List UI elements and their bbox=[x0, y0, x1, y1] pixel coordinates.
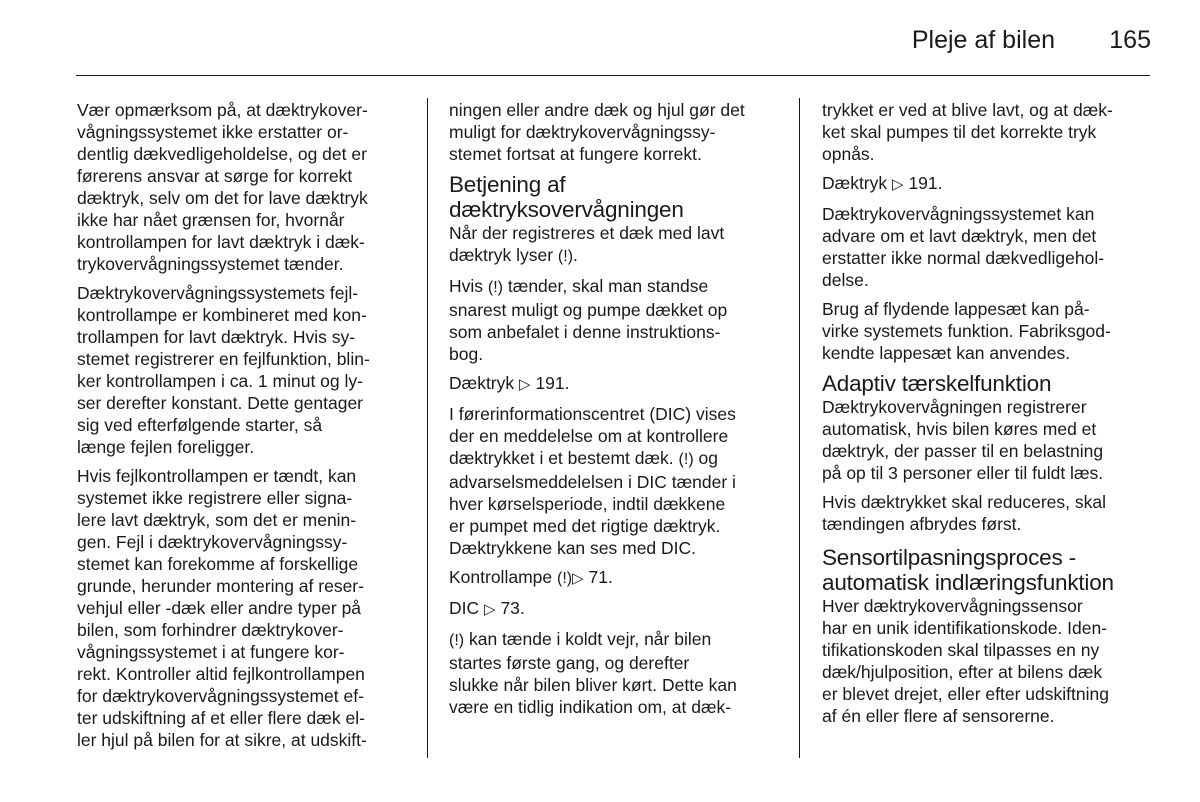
header-divider bbox=[76, 75, 1150, 76]
paragraph: Hvis fejlkontrollampen er tændt, kan systemet ikke registrere eller signa- lere lavt dæktryk, som det er menin- gen. Fejl i dæktrykovervågningssy- stemet kan forekomme af forskellige grunde, herunder montering af reser- vehjul eller -dæk eller andre typer på bilen, som forhindrer dæktrykover- vågningssystemet i at fungere kor- rekt. Kontroller altid fejlkontrollampen for dæktrykovervågningssystemet ef- ter udskiftning af et eller flere dæk el- ler hjul på bilen for at sikre, at udskift- bbox=[77, 466, 367, 750]
page-header-title: Pleje af bilen bbox=[911, 26, 1055, 54]
paragraph: Dæktrykovervågningssystemets fejl- kontrollampe er kombineret med kon- trollampen for lavt dæktryk. Hvis sy- stemet registrerer en fejlfunktion, blin- ker kontrollampen i ca. 1 minut og ly- ser derefter konstant. Dette gentager sig ved efterfølgende starter, så længe fejlen foreligger. bbox=[77, 283, 370, 457]
paragraph: Dæktrykovervågningssystemet kan advare om et lavt dæktryk, men det erstatter ikke normal dækvedligehol- delse. bbox=[822, 204, 1105, 290]
cross-reference: Dæktryk ▷ 191. bbox=[449, 372, 789, 396]
tire-pressure-warning-icon: (!) bbox=[449, 632, 465, 649]
column-1 bbox=[77, 99, 417, 758]
paragraph: Hvis dæktrykket skal reduceres, skal tændingen afbrydes først. bbox=[822, 492, 1106, 534]
tire-pressure-warning-icon: (!) bbox=[557, 248, 574, 265]
page-number: 165 bbox=[1109, 26, 1151, 54]
page-reference-arrow-icon: ▷ bbox=[892, 176, 904, 193]
paragraph: ningen eller andre dæk og hjul gør det muligt for dæktrykovervågningssy- stemet fortsat at fungere korrekt. bbox=[449, 100, 745, 164]
page-reference-arrow-icon: ▷ bbox=[519, 376, 531, 393]
cross-reference: Dæktryk ▷ 191. bbox=[822, 172, 1162, 196]
tire-pressure-warning-icon: (!) bbox=[678, 451, 694, 468]
paragraph: trykket er ved at blive lavt, og at dæk- ket skal pumpes til det korrekte tryk opnås. bbox=[822, 100, 1113, 164]
paragraph: I førerinformationscentret (DIC) vises der en meddelelse om at kontrollere dæktrykket i et bestemt dæk. (!) og advarselsmeddelelsen i DIC tænder i hver kørselsperiode, indtil dækkene er pumpet med det rigtige dæktryk. Dæktrykkene kan ses med DIC. bbox=[449, 404, 736, 558]
paragraph: (!) kan tænde i koldt vejr, når bilen startes første gang, og derefter slukke når bilen bliver kørt. Dette kan være en tidlig indikation om, at dæk- bbox=[449, 629, 737, 717]
paragraph: Vær opmærksom på, at dæktrykover- vågningssystemet ikke erstatter or- dentlig dækvedligeholdelse, og det er førerens ansvar at sørge for korrekt dæktryk, selv om det for lave dæktryk ikke har nået grænsen for, hvornår kontrollampen for lavt dæktryk i dæk- trykovervågningssystemet tænder. bbox=[77, 100, 368, 274]
paragraph: Når der registreres et dæk med lavt dæktryk lyser (!). bbox=[449, 222, 789, 268]
cross-reference: Kontrollampe (!)▷ 71. bbox=[449, 566, 789, 590]
paragraph: Hvis (!) tænder, skal man standse snarest muligt og pumpe dækket op som anbefalet i denne instruktions- bog. bbox=[449, 276, 728, 364]
paragraph: Dæktrykovervågningen registrerer automatisk, hvis bilen køres med et dæktryk, der passer til en belastning på op til 3 personer eller til fuldt læs. bbox=[822, 397, 1104, 483]
page-reference-arrow-icon: ▷ bbox=[572, 570, 584, 587]
tire-pressure-warning-icon: (!) bbox=[487, 279, 504, 296]
section-heading: Sensortilpasningsproces - automatisk indlæringsfunktion bbox=[822, 545, 1114, 595]
column-divider-2 bbox=[799, 98, 800, 758]
column-3 bbox=[822, 99, 1162, 734]
section-heading: Betjening af dæktryksovervågningen bbox=[449, 172, 684, 222]
paragraph: Brug af flydende lappesæt kan på- virke systemets funktion. Fabriksgod- kendte lappesæt kan anvendes. bbox=[822, 299, 1111, 363]
column-2 bbox=[449, 99, 789, 725]
tire-pressure-warning-icon: (!) bbox=[557, 570, 573, 587]
column-divider-1 bbox=[427, 98, 428, 758]
page-reference-arrow-icon: ▷ bbox=[484, 601, 496, 618]
section-heading: Adaptiv tærskelfunktion bbox=[822, 371, 1052, 396]
paragraph: Hver dæktrykovervågningssensor har en unik identifikationskode. Iden- tifikationskoden skal tilpasses en ny dæk/hjulposition, efter at bilens dæk er blevet drejet, eller efter udskiftning af én eller flere af sensorerne. bbox=[822, 596, 1109, 726]
cross-reference: DIC ▷ 73. bbox=[449, 597, 789, 621]
